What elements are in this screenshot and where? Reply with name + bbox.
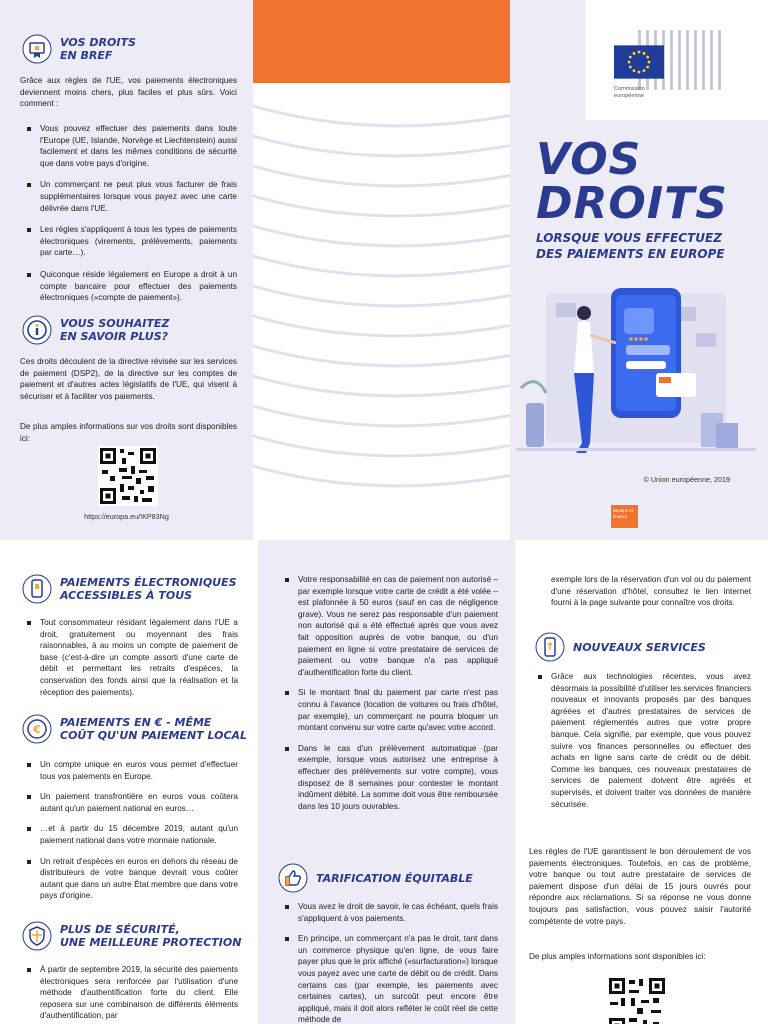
list-item: …et à partir du 15 décembre 2019, autant qu'un paiement national dans votre monnaie nationale. xyxy=(24,823,238,846)
cover-title-line1: VOS xyxy=(536,134,642,185)
sec1-list xyxy=(24,617,238,707)
sec1-title-1: PAIEMENTS ÉLECTRONIQUES xyxy=(60,576,237,589)
list-item: Tout consommateur résidant légalement dans l'UE a droit, gratuitement ou moyennant des frais raisonnables, à au moins un compte de paiement de base (c'est-à-dire un compte assorti d'une carte de débit et permettant les retraits d'espèces, la conservation des fonds ainsi que la réalisation et la réception des paiements). xyxy=(24,617,238,698)
sec3-list xyxy=(24,964,238,1024)
thumbs-up-icon xyxy=(278,863,308,893)
list-item: Un compte unique en euros vous permet d'effectuer tous vos paiements en Europe. xyxy=(24,759,238,782)
section-more-info-header xyxy=(22,315,169,345)
svg-text:€: € xyxy=(33,723,41,736)
tag-line2: finance xyxy=(613,514,628,519)
cover-title-line2: DROITS xyxy=(536,178,728,229)
sec3-title-1: PLUS DE SÉCURITÉ, xyxy=(60,923,180,936)
category-tag xyxy=(611,505,638,528)
col2-top-list xyxy=(282,574,498,821)
sec2-list xyxy=(24,759,238,911)
new-services-title: NOUVEAUX SERVICES xyxy=(573,640,706,654)
panel-middle-decor xyxy=(253,0,510,540)
qr-code-icon[interactable] xyxy=(98,446,158,506)
euro-icon xyxy=(22,714,52,744)
cover-title xyxy=(536,134,728,229)
list-item: Un commerçant ne peut plus vous facturer de frais supplémentaires lorsque vous payez avec une carte délivrée dans l'UE. xyxy=(24,179,237,214)
section-new-services-header xyxy=(535,632,706,662)
more-info-paragraph: Ces droits découlent de la directive révisée sur les services de paiement (DSP2), de la directive sur les comptes de paiement et d'autres actes législatifs de l'UE, qui visent à sécuriser et à faciliter vos paiements. xyxy=(20,357,237,401)
tag-line1: Banque et xyxy=(613,508,634,513)
list-item: Si le montant final du paiement par carte n'est pas connu à l'avance (location de voitures ou frais d'hôtel, par exemple), un commerçant ne pourra bloquer un montant convenu sur votre carte qu'avec votre accord. xyxy=(282,687,498,733)
panel-rights-brief xyxy=(0,0,253,540)
list-item: Quiconque réside légalement en Europe a droit à un compte bancaire pour effectuer des paiements électroniques («compte de paiement»). xyxy=(24,269,237,304)
certificate-icon xyxy=(22,34,52,64)
col3-paragraph-2: De plus amples informations sont disponibles ici: xyxy=(529,952,706,961)
logo-text-line1: Commission xyxy=(614,86,645,92)
cover-subtitle-line1: LORSQUE VOUS EFFECTUEZ xyxy=(536,231,722,245)
rights-brief-title-1: VOS DROITS xyxy=(60,36,136,49)
decorative-stripes xyxy=(253,83,510,540)
cover-subtitle-line2: DES PAIEMENTS EN EUROPE xyxy=(536,247,725,261)
mobile-banking-icon xyxy=(535,632,565,662)
list-item: Les règles s'appliquent à tous les types de paiements électroniques (virements, prélèvements, paiements par carte…). xyxy=(24,224,237,259)
list-item: Vous avez le droit de savoir, le cas échéant, quels frais s'appliquent à vos paiements. xyxy=(282,901,498,924)
rights-brief-list xyxy=(24,123,237,313)
section-rights-brief-header xyxy=(22,34,136,64)
list-item: Un paiement transfrontière en euros vous coûtera autant qu'un paiement national en euros… xyxy=(24,791,238,814)
europa-link[interactable]: https://europa.eu/!KP83Ng xyxy=(84,512,169,521)
fair-pricing-title: TARIFICATION ÉQUITABLE xyxy=(316,871,473,885)
payment-illustration xyxy=(516,283,756,468)
rights-brief-title-2: EN BREF xyxy=(60,49,113,62)
info-icon xyxy=(22,315,52,345)
cover-subtitle xyxy=(536,230,725,262)
section-electronic-payments-header xyxy=(22,574,237,604)
col3-paragraph: Les règles de l'UE garantissent le bon déroulement de vos paiements électroniques. Toutefois, en cas de problème, votre banque ou tout autre prestataire de services de paiement dispose d'un délai de 15 jours ouvrés pour répondre aux réclamations. Si sa réponse ne vous donne toujours pas satisfaction, vous pouvez saisir l'autorité compétente de votre pays. xyxy=(529,847,751,926)
list-item: Vous pouvez effectuer des paiements dans toute l'Europe (UE, Islande, Norvège et Liechtenstein) aussi facilement et dans les mêmes conditions de sécurité que dans votre pays d'origine. xyxy=(24,123,237,169)
list-item: En principe, un commerçant n'a pas le droit, tant dans un commerce physique qu'en ligne, de vous faire payer plus que le prix affiché («surfacturation») lorsque vous payez avec une carte de débit ou de crédit. Dans certains cas (par exemple, les paiements avec certaines cartes), un surcoût peut encore être appliqué, mais il doit alors refléter le coût réel de cette méthode de xyxy=(282,933,498,1024)
qr-code-icon[interactable] xyxy=(607,976,667,1024)
list-item: Un retrait d'espèces en euros en dehors du réseau de distributeurs de votre banque devrait vous coûter autant que dans un autre État membre que dans votre pays d'origine. xyxy=(24,856,238,902)
panel-column-3 xyxy=(515,540,768,1024)
shield-icon xyxy=(22,921,52,951)
panel-column-1 xyxy=(0,540,253,1024)
sec3-title-2: UNE MEILLEURE PROTECTION xyxy=(60,936,242,949)
sec1-title-2: ACCESSIBLES À TOUS xyxy=(60,589,193,602)
sec2-title-1: PAIEMENTS EN € - MÊME xyxy=(60,716,212,729)
section-fair-pricing-header xyxy=(278,863,473,893)
copyright-text: © Union européenne, 2019 xyxy=(643,475,730,484)
more-info-title-1: VOUS SOUHAITEZ xyxy=(60,317,170,330)
list-item: Dans le cas d'un prélèvement automatique (par exemple, lorsque vous autorisez une entreprise à effectuer des prélèvements sur votre compte), vous disposez de 8 semaines pour contester le montant indûment débité. La somme doit vous être remboursée dans les 10 jours ouvrables. xyxy=(282,743,498,813)
col2-bottom-list xyxy=(282,901,498,1024)
section-euro-payments-header xyxy=(22,714,247,744)
card-phone-icon xyxy=(22,574,52,604)
col3-continued-text: exemple lors de la réservation d'un vol ou du paiement d'une réservation d'hôtel, consultez le lien internet fourni à la page suivante pour connaître vos droits. xyxy=(551,575,751,608)
sec2-title-2: COÛT QU'UN PAIEMENT LOCAL xyxy=(60,729,248,742)
section-security-header xyxy=(22,921,241,951)
orange-block xyxy=(253,0,510,83)
commission-logo-text xyxy=(614,86,645,100)
panel-cover xyxy=(510,0,768,540)
more-info-paragraph-2: De plus amples informations sur vos droits sont disponibles ici: xyxy=(20,422,237,443)
more-info-title-2: EN SAVOIR PLUS? xyxy=(60,330,169,343)
rights-brief-intro: Grâce aux règles de l'UE, vos paiements électroniques deviennent moins chers, plus faciles et plus sûrs. Voici comment : xyxy=(20,76,237,109)
list-item: Votre responsabilité en cas de paiement non autorisé – par exemple lorsque votre carte de crédit a été volée – est plafonnée à 50 euros (sauf en cas de négligence grave). Vous ne serez pas responsable d'un paiement non autorisé qui a été effectué après que vous avez fait opposition auprès de votre banque, ou d'un paiement en ligne si votre prestataire de services de paiement ou votre banque n'a pas appliqué d'authentification forte du client. xyxy=(282,574,498,678)
list-item: À partir de septembre 2019, la sécurité des paiements électroniques sera renforcée par l'utilisation d'une méthode d'authentification forte du client. Elle reposera sur une combinaison de différents éléments d'authentification, par xyxy=(24,964,238,1022)
list-item: Grâce aux technologies récentes, vous avez désormais la possibilité d'utiliser les services financiers nouveaux et innovants proposés par des banques agréées et d'autres prestataires de services de paiement réglementés autres que votre propre banque. Cela signifie, par exemple, que vous pouvez suivre vos finances personnelles ou effectuer des achats en ligne sans carte de crédit ou de débit. Comme les banques, ces nouveaux prestataires de services de paiement doivent être agréés et supervisés, et doivent traiter vos données de manière sécurisée. xyxy=(535,671,751,810)
col3-list xyxy=(535,671,751,819)
panel-column-2 xyxy=(258,540,515,1024)
logo-text-line2: européenne xyxy=(614,93,644,99)
eu-flag-icon xyxy=(614,45,664,79)
